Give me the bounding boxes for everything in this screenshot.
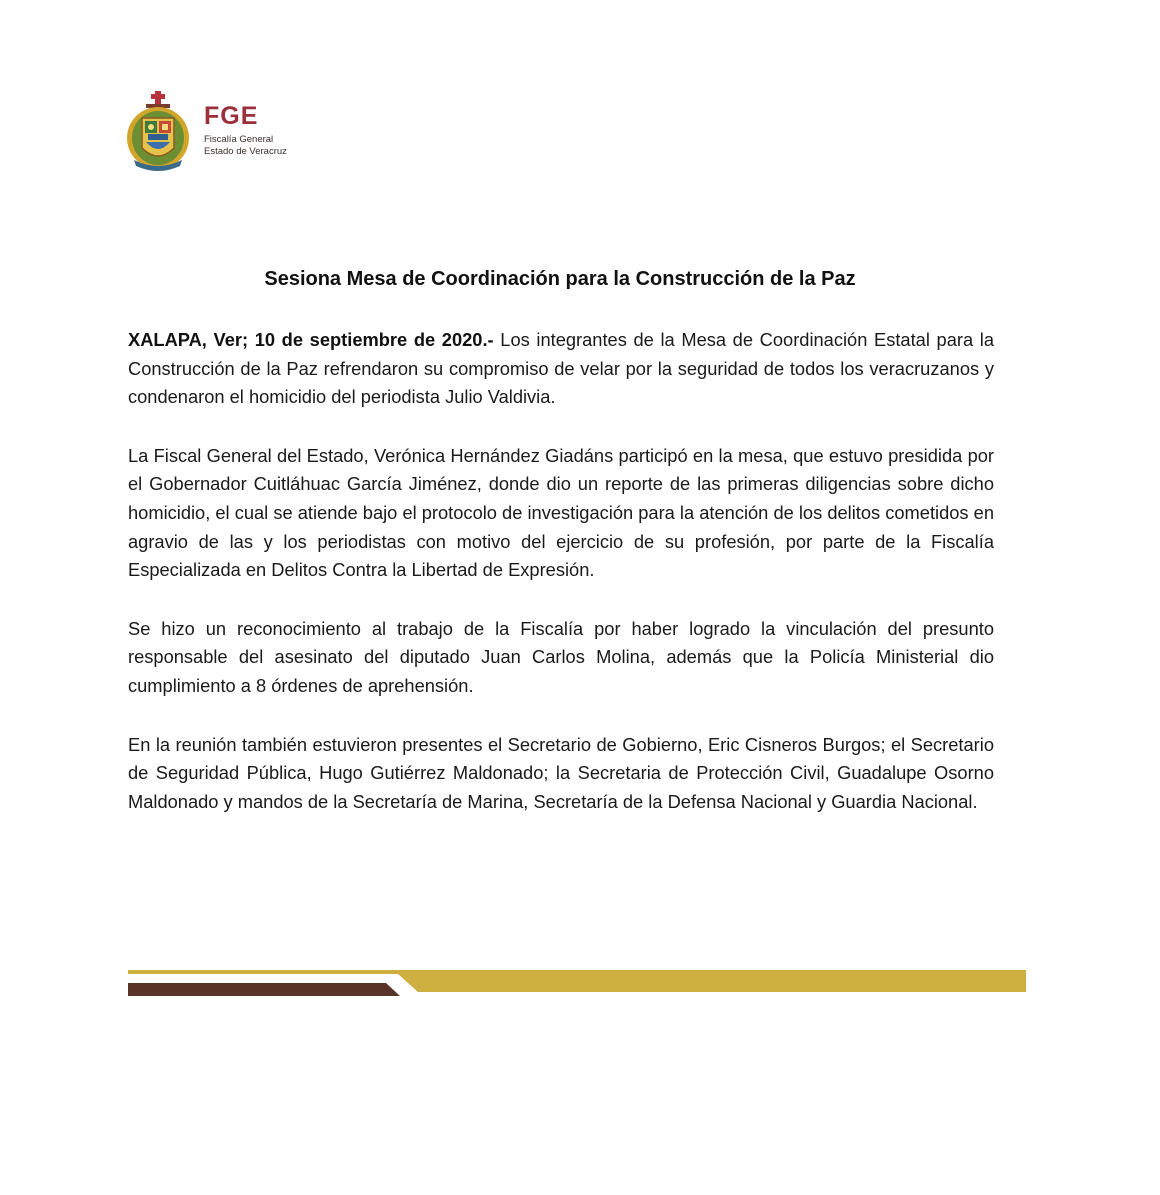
paragraph-text: La Fiscal General del Estado, Verónica Hernández Giadáns participó en la mesa, que estuvo presidida por el Gobernador Cuitláhuac García Jiménez, donde dio un reporte de las primeras diligencias sobre dicho homicidio, el cual se atiende bajo el protocolo de investigación para la atención de los delitos cometidos en agravio de las y los periodistas con motivo del ejercicio de su profesión, por parte de la Fiscalía Especializada en Delitos Contra la Libertad de Expresión.	[128, 444, 994, 581]
veracruz-coat-of-arms-icon	[124, 90, 192, 172]
paragraph	[128, 442, 994, 585]
paragraph-text: Los integrantes de la Mesa de Coordinación Estatal para la Construcción de la Paz refrendaron su compromiso de velar por la seguridad de todos los veracruzanos y condenaron el homicidio del periodista Julio Valdivia.	[128, 329, 994, 408]
brand-name-line-1: Fiscalía General	[204, 134, 274, 145]
brand-name-line-2: Estado de Veracruz	[204, 146, 287, 157]
paragraph-text: Se hizo un reconocimiento al trabajo de la Fiscalía por haber logrado la vinculación del presunto responsable del asesinato del diputado Juan Carlos Molina, además que la Policía Ministerial dio cumplimiento a 8 órdenes de aprehensión.	[128, 617, 994, 696]
footer-band	[128, 970, 1026, 998]
footer-brown-stripe	[128, 983, 400, 996]
paragraph	[128, 326, 994, 412]
letterhead	[124, 90, 324, 172]
brand-acronym: FGE	[204, 102, 259, 130]
page-title: Sesiona Mesa de Coordinación para la Construcción de la Paz	[264, 268, 856, 290]
dateline: XALAPA, Ver; 10 de septiembre de 2020.-	[128, 329, 494, 350]
paragraph-text: En la reunión también estuvieron presentes el Secretario de Gobierno, Eric Cisneros Burgos; el Secretario de Seguridad Pública, Hugo Gutiérrez Maldonado; la Secretaria de Protección Civil, Guadalupe Osorno Maldonado y mandos de la Secretaría de Marina, Secretaría de la Defensa Nacional y Guardia Nacional.	[128, 733, 994, 812]
paragraph	[128, 615, 994, 701]
press-release-body	[128, 326, 994, 846]
paragraph	[128, 731, 994, 817]
